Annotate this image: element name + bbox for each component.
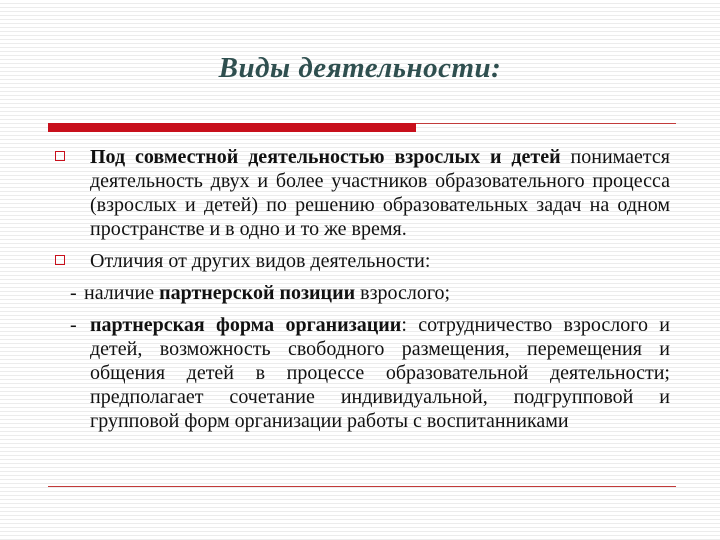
bullet-definition [50,145,670,241]
dash-marker: - [70,314,77,336]
item-text-before: наличие [84,282,160,304]
accent-bar [48,123,416,132]
item-text-after: взрослого; [355,282,451,304]
slide-content [50,145,670,441]
item-bold: партнерской позиции [159,282,356,304]
definition-term: Под совместной деятельностью взрослых и детей [90,146,561,168]
slide-title: Виды деятельности: [218,52,502,84]
item-bold: партнерская форма организации [90,314,402,336]
difference-item-partner-position [50,281,670,305]
square-bullet-icon [55,255,65,265]
bullet-differences [50,249,670,273]
item-text-after: : сотрудничество взрослого и детей, возможность свободного размещения, перемещения и общения детей в процессе образовательной деятельности; предполагает сочетание индивидуальной, подгрупповой и групповой форм организации работы с воспитанниками [90,314,670,432]
dash-marker: - [70,282,77,304]
bottom-divider-line [48,486,676,487]
square-bullet-icon [55,151,65,161]
difference-item-partner-form [50,313,670,433]
differences-heading: Отличия от других видов деятельности: [90,250,431,272]
definition-text: понимается деятельность двух и более участников образовательного процесса (взрослых и детей) по решению образовательных задач на одном пространстве и в одно и то же время. [90,146,670,240]
